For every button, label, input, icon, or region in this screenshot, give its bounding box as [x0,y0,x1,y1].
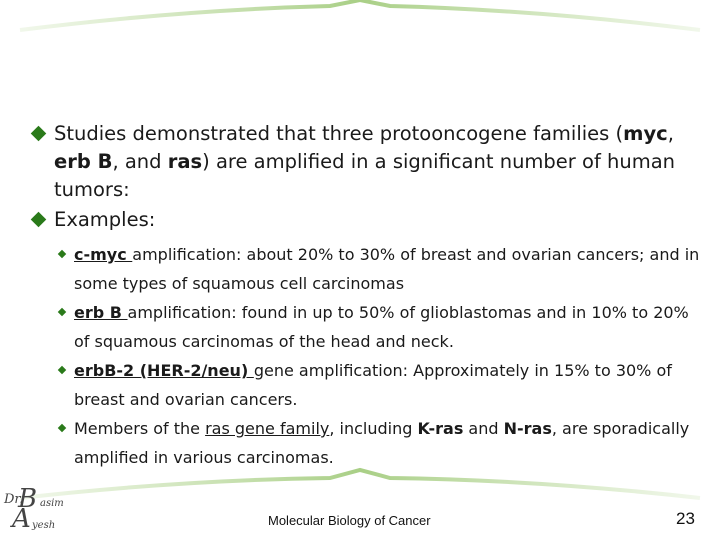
logo-text: A [12,504,31,534]
sub-bullet-text: erbB-2 (HER-2/neu) gene amplification: Approximately in 15% to 30% of breast and ovarian cancers. [74,361,672,409]
footer-title: Molecular Biology of Cancer [268,513,431,528]
diamond-bullet-icon [31,126,47,142]
bullet-item [30,120,700,204]
logo-text: yesh [32,520,56,531]
sub-bullet-item [30,414,700,472]
sub-bullet-item [30,356,700,414]
bullet-text: Studies demonstrated that three protooncogene families (myc, erb B, and ras) are amplified in a significant number of human tumors: [54,122,676,201]
diamond-bullet-icon [31,212,47,228]
bullet-text: Examples: [54,208,156,231]
slide-content [30,120,700,472]
logo-text: Dr. [4,492,24,507]
diamond-bullet-icon [58,424,66,432]
bottom-frame-line [20,470,700,498]
page-number: 23 [676,509,695,528]
sub-bullet-text: erb B amplification: found in up to 50% of glioblastomas and in 10% to 20% of squamous carcinomas of the head and neck. [74,303,689,351]
sub-bullet-text: Members of the ras gene family, including K-ras and N-ras, are sporadically amplified in various carcinomas. [74,419,690,467]
logo-text: B [18,484,38,514]
logo-text: asim [40,498,64,509]
bullet-item [30,206,700,234]
sub-bullet-text: c-myc amplification: about 20% to 30% of breast and ovarian cancers; and in some types of squamous cell carcinomas [74,245,700,293]
top-frame-line [20,0,700,30]
sub-bullet-item [30,298,700,356]
author-logo [4,484,74,538]
sub-bullet-item [30,240,700,298]
diamond-bullet-icon [58,366,66,374]
sub-bullet-list [30,240,700,472]
diamond-bullet-icon [58,308,66,316]
diamond-bullet-icon [58,250,66,258]
